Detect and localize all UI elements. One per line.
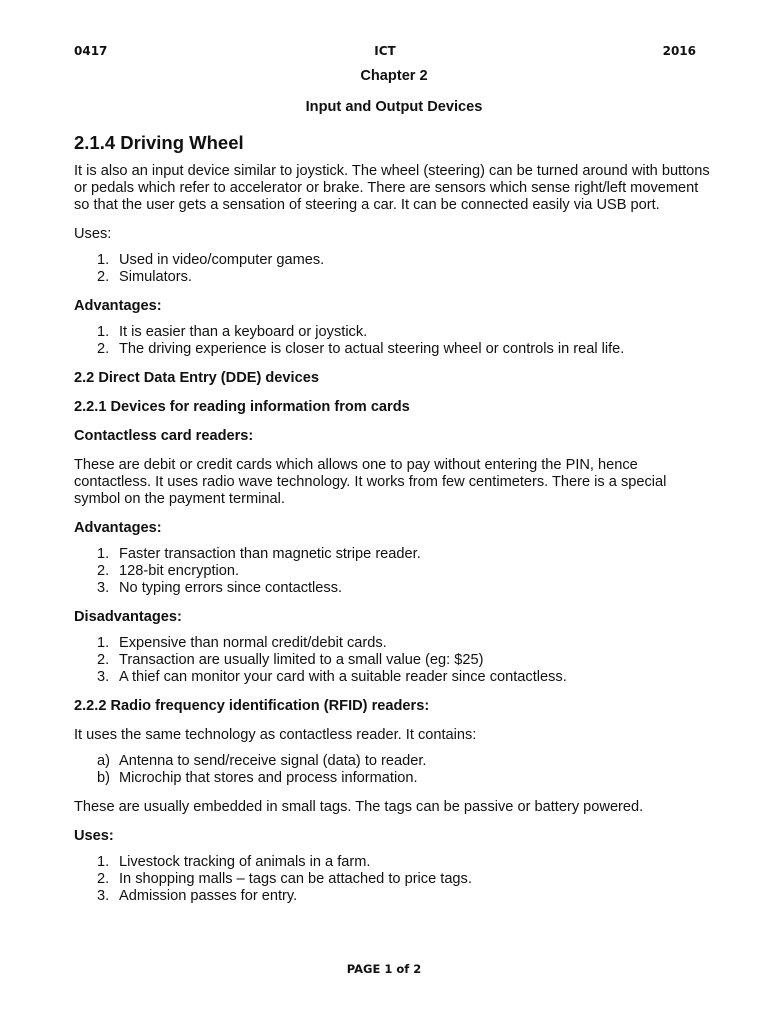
rfid-intro: It uses the same technology as contactless reader. It contains: — [74, 727, 477, 743]
uses-label: Uses: — [74, 828, 114, 844]
contactless-body: These are debit or credit cards which allows one to pay without entering the PIN, hence contactless. It uses radio wave technology. It works from few centimeters. There is a special symbol on the payment terminal. — [74, 457, 667, 507]
list-item: 2. The driving experience is closer to actual steering wheel or controls in real life. — [97, 341, 625, 357]
driving-wheel-uses-list — [74, 252, 714, 286]
list-item: 1. Faster transaction than magnetic stripe reader. — [97, 546, 421, 562]
list-item: 1. Used in video/computer games. — [97, 252, 325, 268]
section-2-1-4-body: It is also an input device similar to joystick. The wheel (steering) can be turned around with buttons or pedals which refer to accelerator or brake. There are sensors which sense right/left movement so that the user gets a sensation of steering a car. It can be connected easily via USB port. — [74, 163, 710, 213]
page-content — [74, 66, 714, 905]
list-item: 1. It is easier than a keyboard or joystick. — [97, 324, 368, 340]
list-item: 1. Expensive than normal credit/debit cards. — [97, 635, 387, 651]
driving-wheel-advantages-list — [74, 324, 714, 358]
page-header — [74, 44, 696, 62]
rfid-uses-list — [74, 854, 714, 905]
section-2-2-2-heading: 2.2.2 Radio frequency identification (RFID) readers: — [74, 698, 430, 714]
contactless-advantages-list — [74, 546, 714, 597]
list-item: 2. Transaction are usually limited to a small value (eg: $25) — [97, 652, 484, 668]
contactless-label: Contactless card readers: — [74, 428, 254, 444]
list-item: a) Antenna to send/receive signal (data) to reader. — [97, 753, 427, 769]
page-footer: PAGE 1 of 2 — [346, 962, 422, 976]
list-item: b) Microchip that stores and process information. — [97, 770, 418, 786]
disadvantages-label: Disadvantages: — [74, 609, 182, 625]
advantages-label: Advantages: — [74, 520, 162, 536]
uses-label: Uses: — [74, 226, 112, 242]
contactless-disadvantages-list — [74, 635, 714, 686]
list-item: 3. A thief can monitor your card with a suitable reader since contactless. — [97, 669, 567, 685]
header-subject: ICT — [374, 44, 396, 58]
list-item: 2. In shopping malls – tags can be attached to price tags. — [97, 871, 472, 887]
list-item: 2. 128-bit encryption. — [97, 563, 240, 579]
section-2-1-4-heading: 2.1.4 Driving Wheel — [74, 132, 244, 153]
rfid-tags-text: These are usually embedded in small tags. The tags can be passive or battery powered. — [74, 799, 644, 815]
header-course-code: 0417 — [74, 44, 108, 58]
list-item: 1. Livestock tracking of animals in a farm. — [97, 854, 371, 870]
section-2-2-heading: 2.2 Direct Data Entry (DDE) devices — [74, 370, 319, 386]
chapter-subtitle: Input and Output Devices — [305, 99, 483, 115]
rfid-parts-list — [74, 753, 714, 787]
list-item: 3. Admission passes for entry. — [97, 888, 298, 904]
list-item: 2. Simulators. — [97, 269, 192, 285]
list-item: 3. No typing errors since contactless. — [97, 580, 343, 596]
advantages-label: Advantages: — [74, 298, 162, 314]
section-2-2-1-heading: 2.2.1 Devices for reading information from cards — [74, 399, 410, 415]
header-year: 2016 — [662, 44, 696, 58]
chapter-title: Chapter 2 — [360, 68, 428, 84]
